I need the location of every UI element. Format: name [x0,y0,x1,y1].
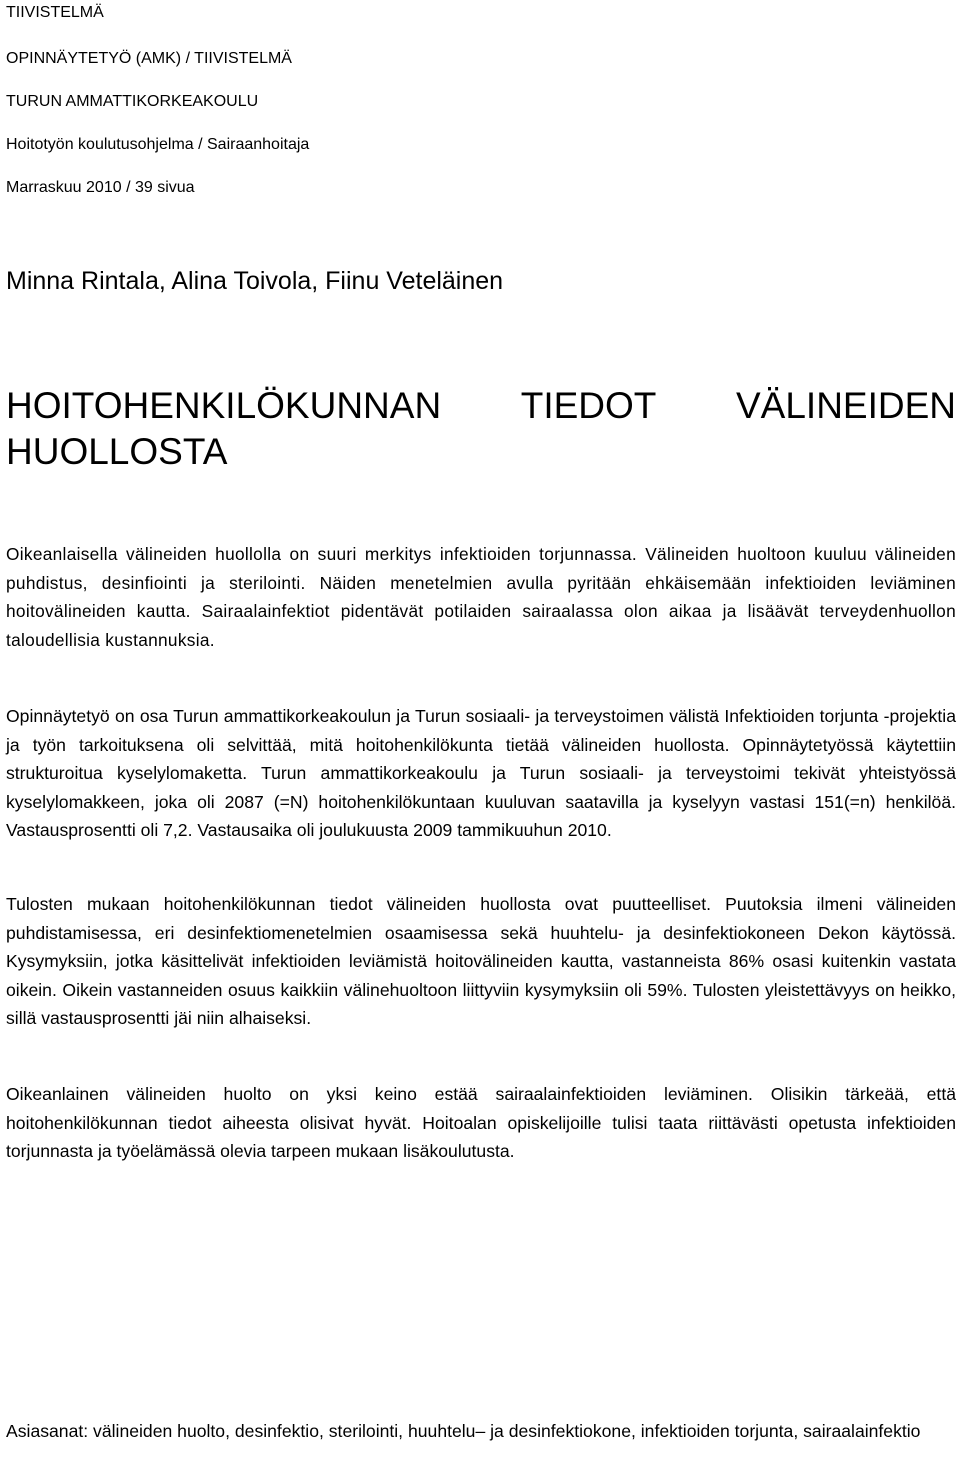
document-type: TIIVISTELMÄ [6,4,104,21]
date-and-pages: Marraskuu 2010 / 39 sivua [6,179,195,196]
thesis-title: HOITOHENKILÖKUNNAN TIEDOT VÄLINEIDEN HUOLLOSTA [6,385,956,472]
abstract-paragraph-4: Oikeanlainen välineiden huolto on yksi keino estää sairaalainfektioiden leviäminen. Olisikin tärkeää, että hoitohenkilökunnan tiedot aiheesta olisivat hyvät. Hoitoalan opiskelijoille tulisi taata riittävästi opetusta infektioiden torjunnasta ja työelämässä olevia tarpeen mukaan lisäkoulutusta. [6,1084,956,1161]
keywords: Asiasanat: välineiden huolto, desinfektio, sterilointi, huuhtelu– ja desinfektiokone, infektioiden torjunta, sairaalainfektio [6,1421,921,1441]
thesis-type: OPINNÄYTETYÖ (AMK) / TIIVISTELMÄ [6,50,292,67]
abstract-paragraph-3: Tulosten mukaan hoitohenkilökunnan tiedot välineiden huollosta ovat puutteelliset. Puutoksia ilmeni välineiden puhdistamisessa, eri desinfektiomenetelmien osaamisessa sekä huuhtelu- ja desinfektiokoneen Dekon käytössä. Kysymyksiin, jotka käsittelivät infektioiden leviämistä hoitovälineiden kautta, vastanneista 86% osasi kuitenkin vastata oikein. Oikein vastanneiden osuus kaikkiin välinehuoltoon liittyviin kysymyksiin oli 59%. Tulosten yleistettävyys on heikko, sillä vastausprosentti jäi niin alhaiseksi. [6,894,956,1028]
abstract-paragraph-1: Oikeanlaisella välineiden huollolla on suuri merkitys infektioiden torjunnassa. Välineiden huoltoon kuuluu välineiden puhdistus, desinfiointi ja sterilointi. Näiden menetelmien avulla pyritään ehkäisemään infektioiden leviäminen hoitovälineiden kautta. Sairaalainfektiot pidentävät potilaiden sairaalassa olon aikaa ja lisäävät terveydenhuollon taloudellisia kustannuksia. [6,544,956,650]
institution: TURUN AMMATTIKORKEAKOULU [6,93,259,110]
abstract-paragraph-2: Opinnäytetyö on osa Turun ammattikorkeakoulun ja Turun sosiaali- ja terveystoimen välistä Infektioiden torjunta -projektia ja työn tarkoituksena oli selvittää, mitä hoitohenkilökunta tietää välineiden huollosta. Opinnäytetyössä käytettiin strukturoitua kyselylomaketta. Turun ammattikorkeakoulu ja Turun sosiaali- ja terveystoimi tekivät yhteistyössä kyselylomakkeen, joka oli 2087 (=N) hoitohenkilökuntaan kuuluvan saatavilla ja kyselyyn vastasi 151(=n) henkilöä. Vastausprosentti oli 7,2. Vastausaika oli joulukuusta 2009 tammikuuhun 2010. [6,706,956,840]
authors: Minna Rintala, Alina Toivola, Fiinu Veteläinen [6,267,504,295]
degree-programme: Hoitotyön koulutusohjelma / Sairaanhoitaja [6,136,310,153]
